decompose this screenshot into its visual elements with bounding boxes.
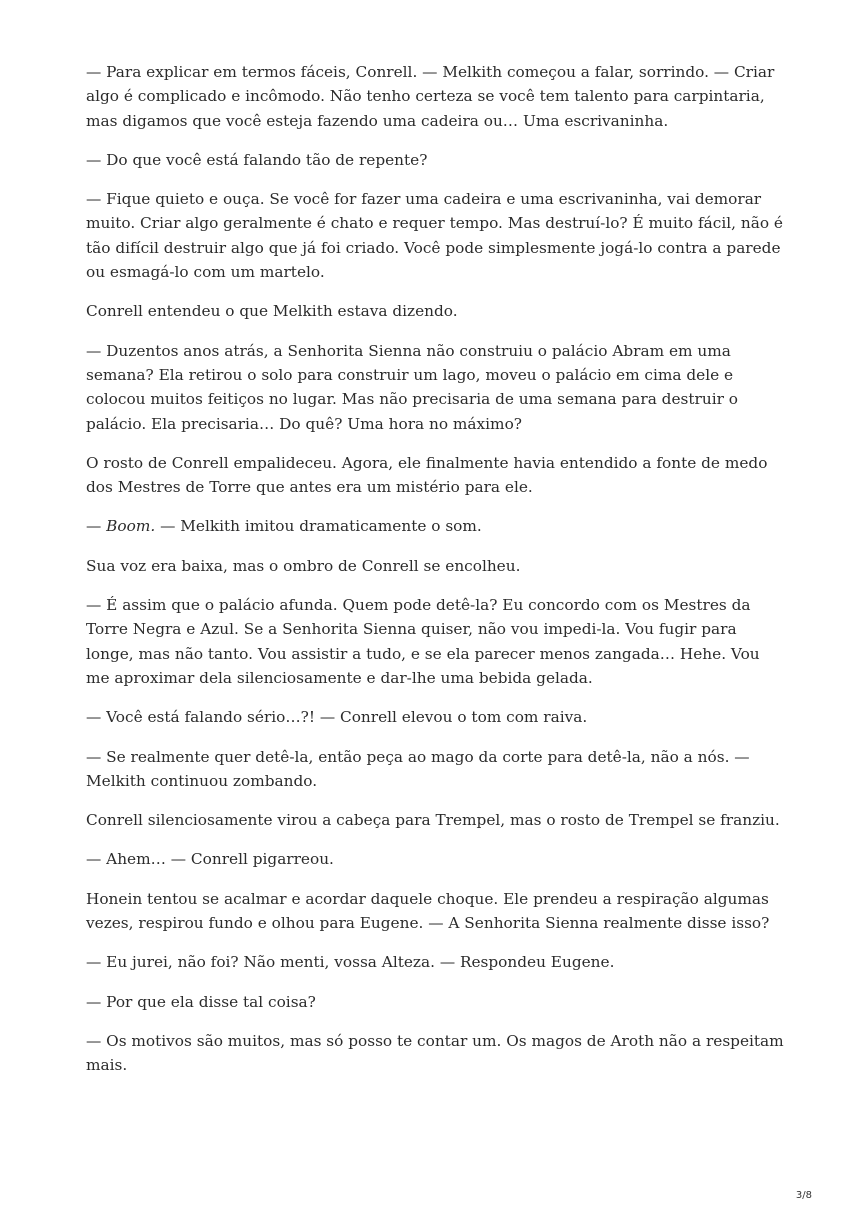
paragraph: — Para explicar em termos fáceis, Conrell. — Melkith começou a falar, sorrindo. — Criar algo é complicado e incômodo. Não tenho certeza se você tem talento para carpintaria, mas digamos que você esteja fazendo uma cadeira ou… Uma escrivaninha. xyxy=(86,63,775,130)
boom-suffix: — Melkith imitou dramaticamente o som. xyxy=(155,517,482,536)
paragraph: — É assim que o palácio afunda. Quem pode detê-la? Eu concordo com os Mestres da Torre Negra e Azul. Se a Senhorita Sienna quiser, não vou impedi-la. Vou fugir para longe, mas não tanto. Vou assistir a tudo, e se ela parecer menos zangada… Hehe. Vou me aproximar dela silenciosamente e dar-lhe uma bebida gelada. xyxy=(86,596,760,687)
boom-italic-word: Boom. xyxy=(106,517,156,536)
paragraph: Conrell entendeu o que Melkith estava dizendo. xyxy=(86,302,458,321)
paragraph: — Você está falando sério…?! — Conrell elevou o tom com raiva. xyxy=(86,708,588,727)
paragraph: — Os motivos são muitos, mas só posso te contar um. Os magos de Aroth não a respeitam mais. xyxy=(86,1031,784,1075)
document-body xyxy=(86,60,786,1093)
paragraph: — Se realmente quer detê-la, então peça ao mago da corte para detê-la, não a nós. — Melkith continuou zombando. xyxy=(86,747,750,790)
page-number: 3/8 xyxy=(795,1190,812,1201)
paragraph: Honein tentou se acalmar e acordar daquele choque. Ele prendeu a respiração algumas vezes, respirou fundo e olhou para Eugene. — A Senhorita Sienna realmente disse isso? xyxy=(86,889,770,933)
paragraph: — Duzentos anos atrás, a Senhorita Sienna não construiu o palácio Abram em uma semana? Ela retirou o solo para construir um lago, moveu o palácio em cima dele e colocou muitos feitiços no lugar. Mas não precisaria de uma semana para destruir o palácio. Ela precisaria… Do quê? Uma hora no máximo? xyxy=(86,341,738,433)
paragraph: — Fique quieto e ouça. Se você for fazer uma cadeira e uma escrivaninha, vai demorar muito. Criar algo geralmente é chato e requer tempo. Mas destruí-lo? É muito fácil, não é tão difícil destruir algo que já foi criado. Você pode simplesmente jogá-lo contra a parede ou esmagá-lo com um martelo. xyxy=(86,190,783,282)
boom-paragraph xyxy=(86,514,786,538)
boom-prefix: — xyxy=(86,517,107,536)
paragraph: — Ahem… — Conrell pigarreou. xyxy=(86,850,334,869)
paragraph: — Por que ela disse tal coisa? xyxy=(86,992,316,1011)
paragraph: — Eu jurei, não foi? Não menti, vossa Alteza. — Respondeu Eugene. xyxy=(86,953,615,972)
paragraph: O rosto de Conrell empalideceu. Agora, ele finalmente havia entendido a fonte de medo dos Mestres de Torre que antes era um mistério para ele. xyxy=(86,453,768,497)
paragraph: Sua voz era baixa, mas o ombro de Conrell se encolheu. xyxy=(86,556,521,575)
paragraph: — Do que você está falando tão de repente? xyxy=(86,150,428,169)
paragraph: Conrell silenciosamente virou a cabeça para Trempel, mas o rosto de Trempel se franziu. xyxy=(86,811,780,830)
